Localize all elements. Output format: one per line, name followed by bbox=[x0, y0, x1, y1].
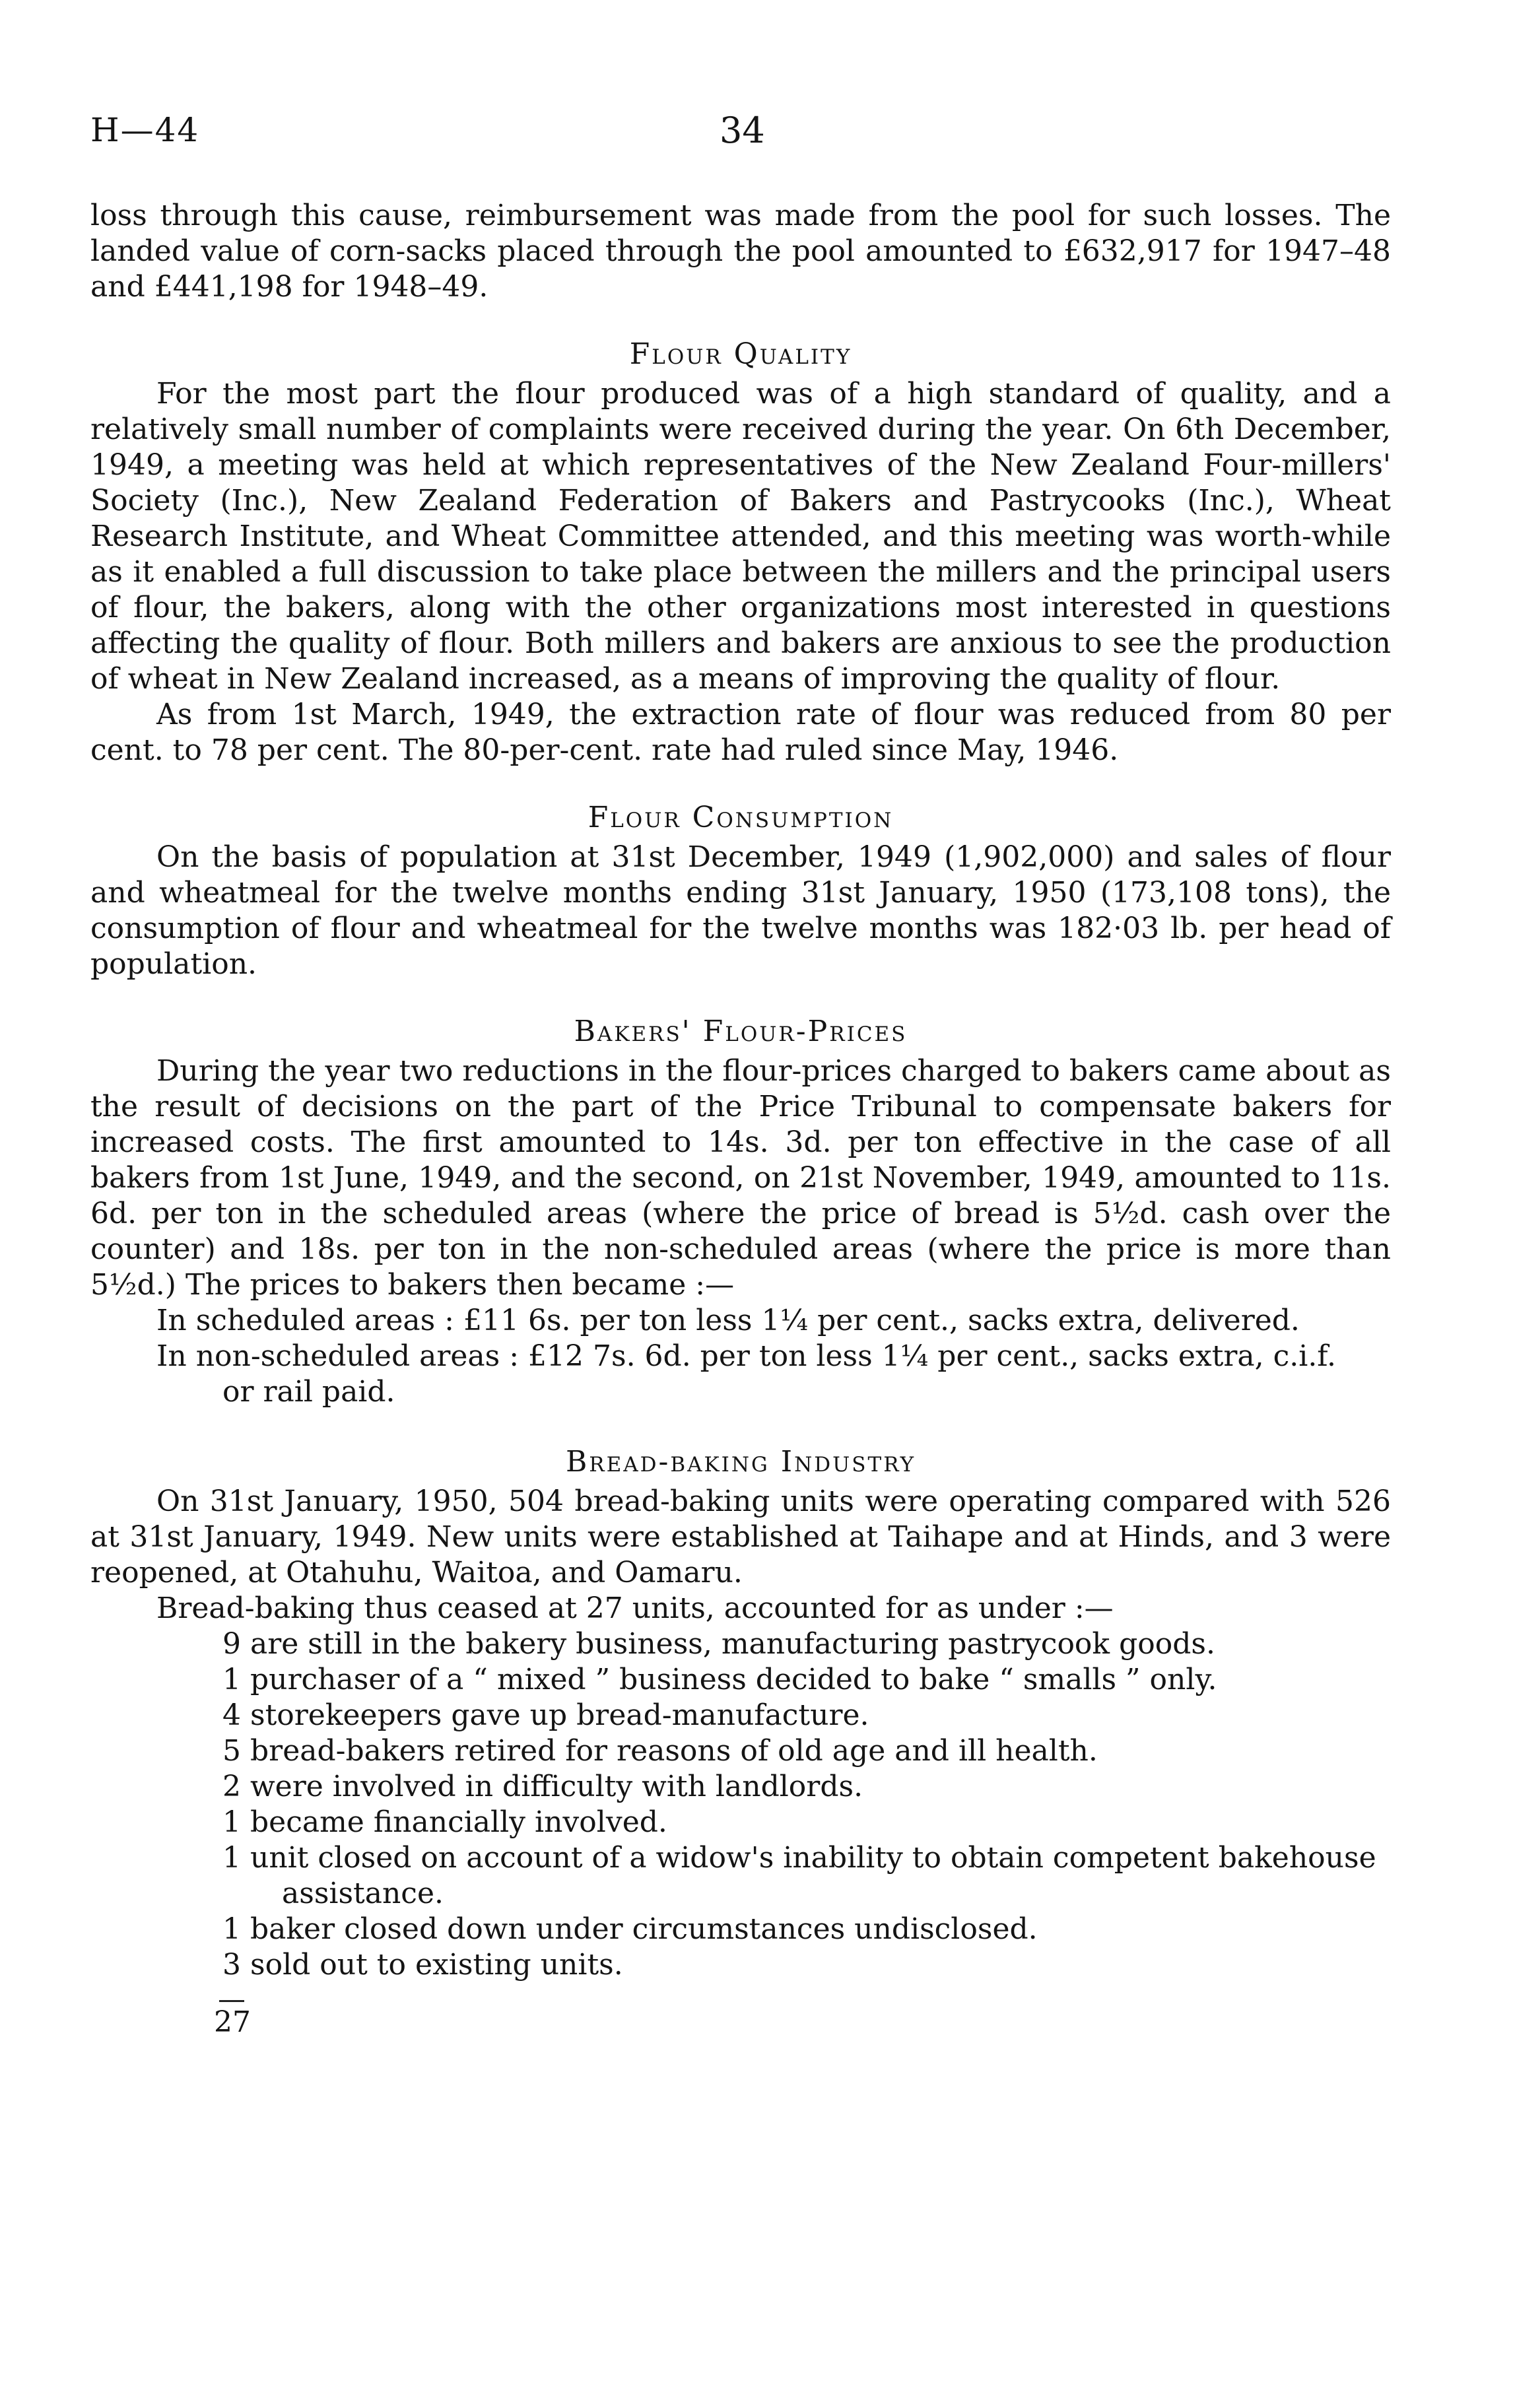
flour-quality-paragraph-1: For the most part the flour produced was of a high standard of quality, and a relatively small number of complaints were received during the year. On 6th December, 1949, a meeting was held at which representatives of the New Zealand Four-millers' Society (Inc.), New Zealand Federation of Bakers and Pastrycooks (Inc.), Wheat Research Institute, and Wheat Committee attended, and this meeting was worth-while as it enabled a full discussion to take place between the millers and the principal users of flour, the bakers, along with the other organizations most interested in questions affecting the quality of flour. Both millers and bakers are anxious to see the production of wheat in New Zealand increased, as a means of improving the quality of flour. bbox=[90, 377, 1391, 696]
document-code: H—44 bbox=[90, 111, 200, 149]
list-item bbox=[222, 1805, 1391, 1840]
heading-flour-quality: Flour Quality bbox=[629, 337, 852, 371]
list-item-text: are still in the bakery business, manufacturing pastrycook goods. bbox=[250, 1627, 1215, 1661]
list-item-text: were involved in difficulty with landlords. bbox=[250, 1770, 863, 1803]
list-item bbox=[222, 1662, 1391, 1698]
list-item-text: became financially involved. bbox=[250, 1805, 667, 1839]
bread-baking-paragraph-2: Bread-baking thus ceased at 27 units, accounted for as under :— bbox=[156, 1591, 1114, 1625]
list-item bbox=[222, 1769, 1391, 1805]
list-item-text: storekeepers gave up bread-manufacture. bbox=[250, 1698, 869, 1732]
heading-bread-baking-industry: Bread-baking Industry bbox=[565, 1445, 916, 1479]
price-non-scheduled-areas: In non-scheduled areas : £12 7s. 6d. per ton less 1¼ per cent., sacks extra, c.i.f. bbox=[156, 1339, 1337, 1373]
price-scheduled-areas: In scheduled areas : £11 6s. per ton less 1¼ per cent., sacks extra, delivered. bbox=[156, 1304, 1300, 1337]
flour-consumption-paragraph: On the basis of population at 31st December, 1949 (1,902,000) and sales of flour and wheatmeal for the twelve months ending 31st January, 1950 (173,108 tons), the consumption of flour and wheatmeal for the twelve months was 182·03 lb. per head of population. bbox=[90, 840, 1391, 981]
flour-quality-paragraph-2: As from 1st March, 1949, the extraction rate of flour was reduced from 80 per cent. to 78 per cent. The 80-per-cent. rate had ruled since May, 1946. bbox=[90, 698, 1391, 767]
price-non-scheduled-areas-continued: or rail paid. bbox=[222, 1375, 395, 1409]
list-item-count: 4 bbox=[222, 1698, 241, 1732]
list-item-count: 3 bbox=[222, 1948, 241, 1982]
list-item bbox=[222, 1626, 1391, 1662]
body-text bbox=[90, 198, 1391, 2040]
bakers-prices-paragraph: During the year two reductions in the flour-prices charged to bakers came about as the result of decisions on the part of the Price Tribunal to compensate bakers for increased costs. The first amounted to 14s. 3d. per ton effective in the case of all bakers from 1st June, 1949, and the second, on 21st November, 1949, amounted to 11s. 6d. per ton in the scheduled areas (where the price of bread is 5½d. cash over the counter) and 18s. per ton in the non-scheduled areas (where the price is more than 5½d.) The prices to bakers then became :— bbox=[90, 1054, 1391, 1302]
list-item-count: 1 bbox=[222, 1912, 241, 1946]
list-item-count: 1 bbox=[222, 1841, 241, 1875]
list-item-count: 9 bbox=[222, 1627, 241, 1661]
list-item-text: baker closed down under circumstances undisclosed. bbox=[250, 1912, 1038, 1946]
list-item-text-continued: assistance. bbox=[282, 1877, 444, 1910]
bread-baking-paragraph-1: On 31st January, 1950, 504 bread-baking units were operating compared with 526 at 31st January, 1949. New units were established at Taihape and at Hinds, and 3 were reopened, at Otahuhu, Waitoa, and Oamaru. bbox=[90, 1485, 1391, 1589]
list-item-count: 5 bbox=[222, 1734, 241, 1768]
prices-list bbox=[156, 1303, 1391, 1410]
total-units: 27 bbox=[214, 2005, 251, 2039]
closure-reasons-list bbox=[222, 1626, 1391, 1983]
list-item bbox=[222, 1912, 1391, 1947]
total-rule bbox=[219, 2000, 244, 2002]
heading-bakers-flour-prices: Bakers' Flour-Prices bbox=[574, 1015, 908, 1048]
intro-paragraph: loss through this cause, reimbursement was made from the pool for such losses. The landed value of corn-sacks placed through the pool amounted to £632,917 for 1947–48 and £441,198 for 1948–49. bbox=[90, 199, 1391, 304]
list-item-text: unit closed on account of a widow's inability to obtain competent bakehouse bbox=[250, 1841, 1376, 1875]
list-item bbox=[222, 1698, 1391, 1733]
list-item-text: purchaser of a “ mixed ” business decided to bake “ smalls ” only. bbox=[250, 1663, 1217, 1696]
heading-flour-consumption: Flour Consumption bbox=[588, 801, 894, 834]
list-item-text: sold out to existing units. bbox=[250, 1948, 623, 1982]
list-item bbox=[222, 1840, 1391, 1912]
list-item-count: 1 bbox=[222, 1663, 241, 1696]
list-item-count: 1 bbox=[222, 1805, 241, 1839]
list-item-text: bread-bakers retired for reasons of old age and ill health. bbox=[250, 1734, 1098, 1768]
list-item-count: 2 bbox=[222, 1770, 241, 1803]
list-item bbox=[222, 1947, 1391, 1983]
list-item bbox=[222, 1733, 1391, 1769]
page-number: 34 bbox=[720, 110, 765, 151]
